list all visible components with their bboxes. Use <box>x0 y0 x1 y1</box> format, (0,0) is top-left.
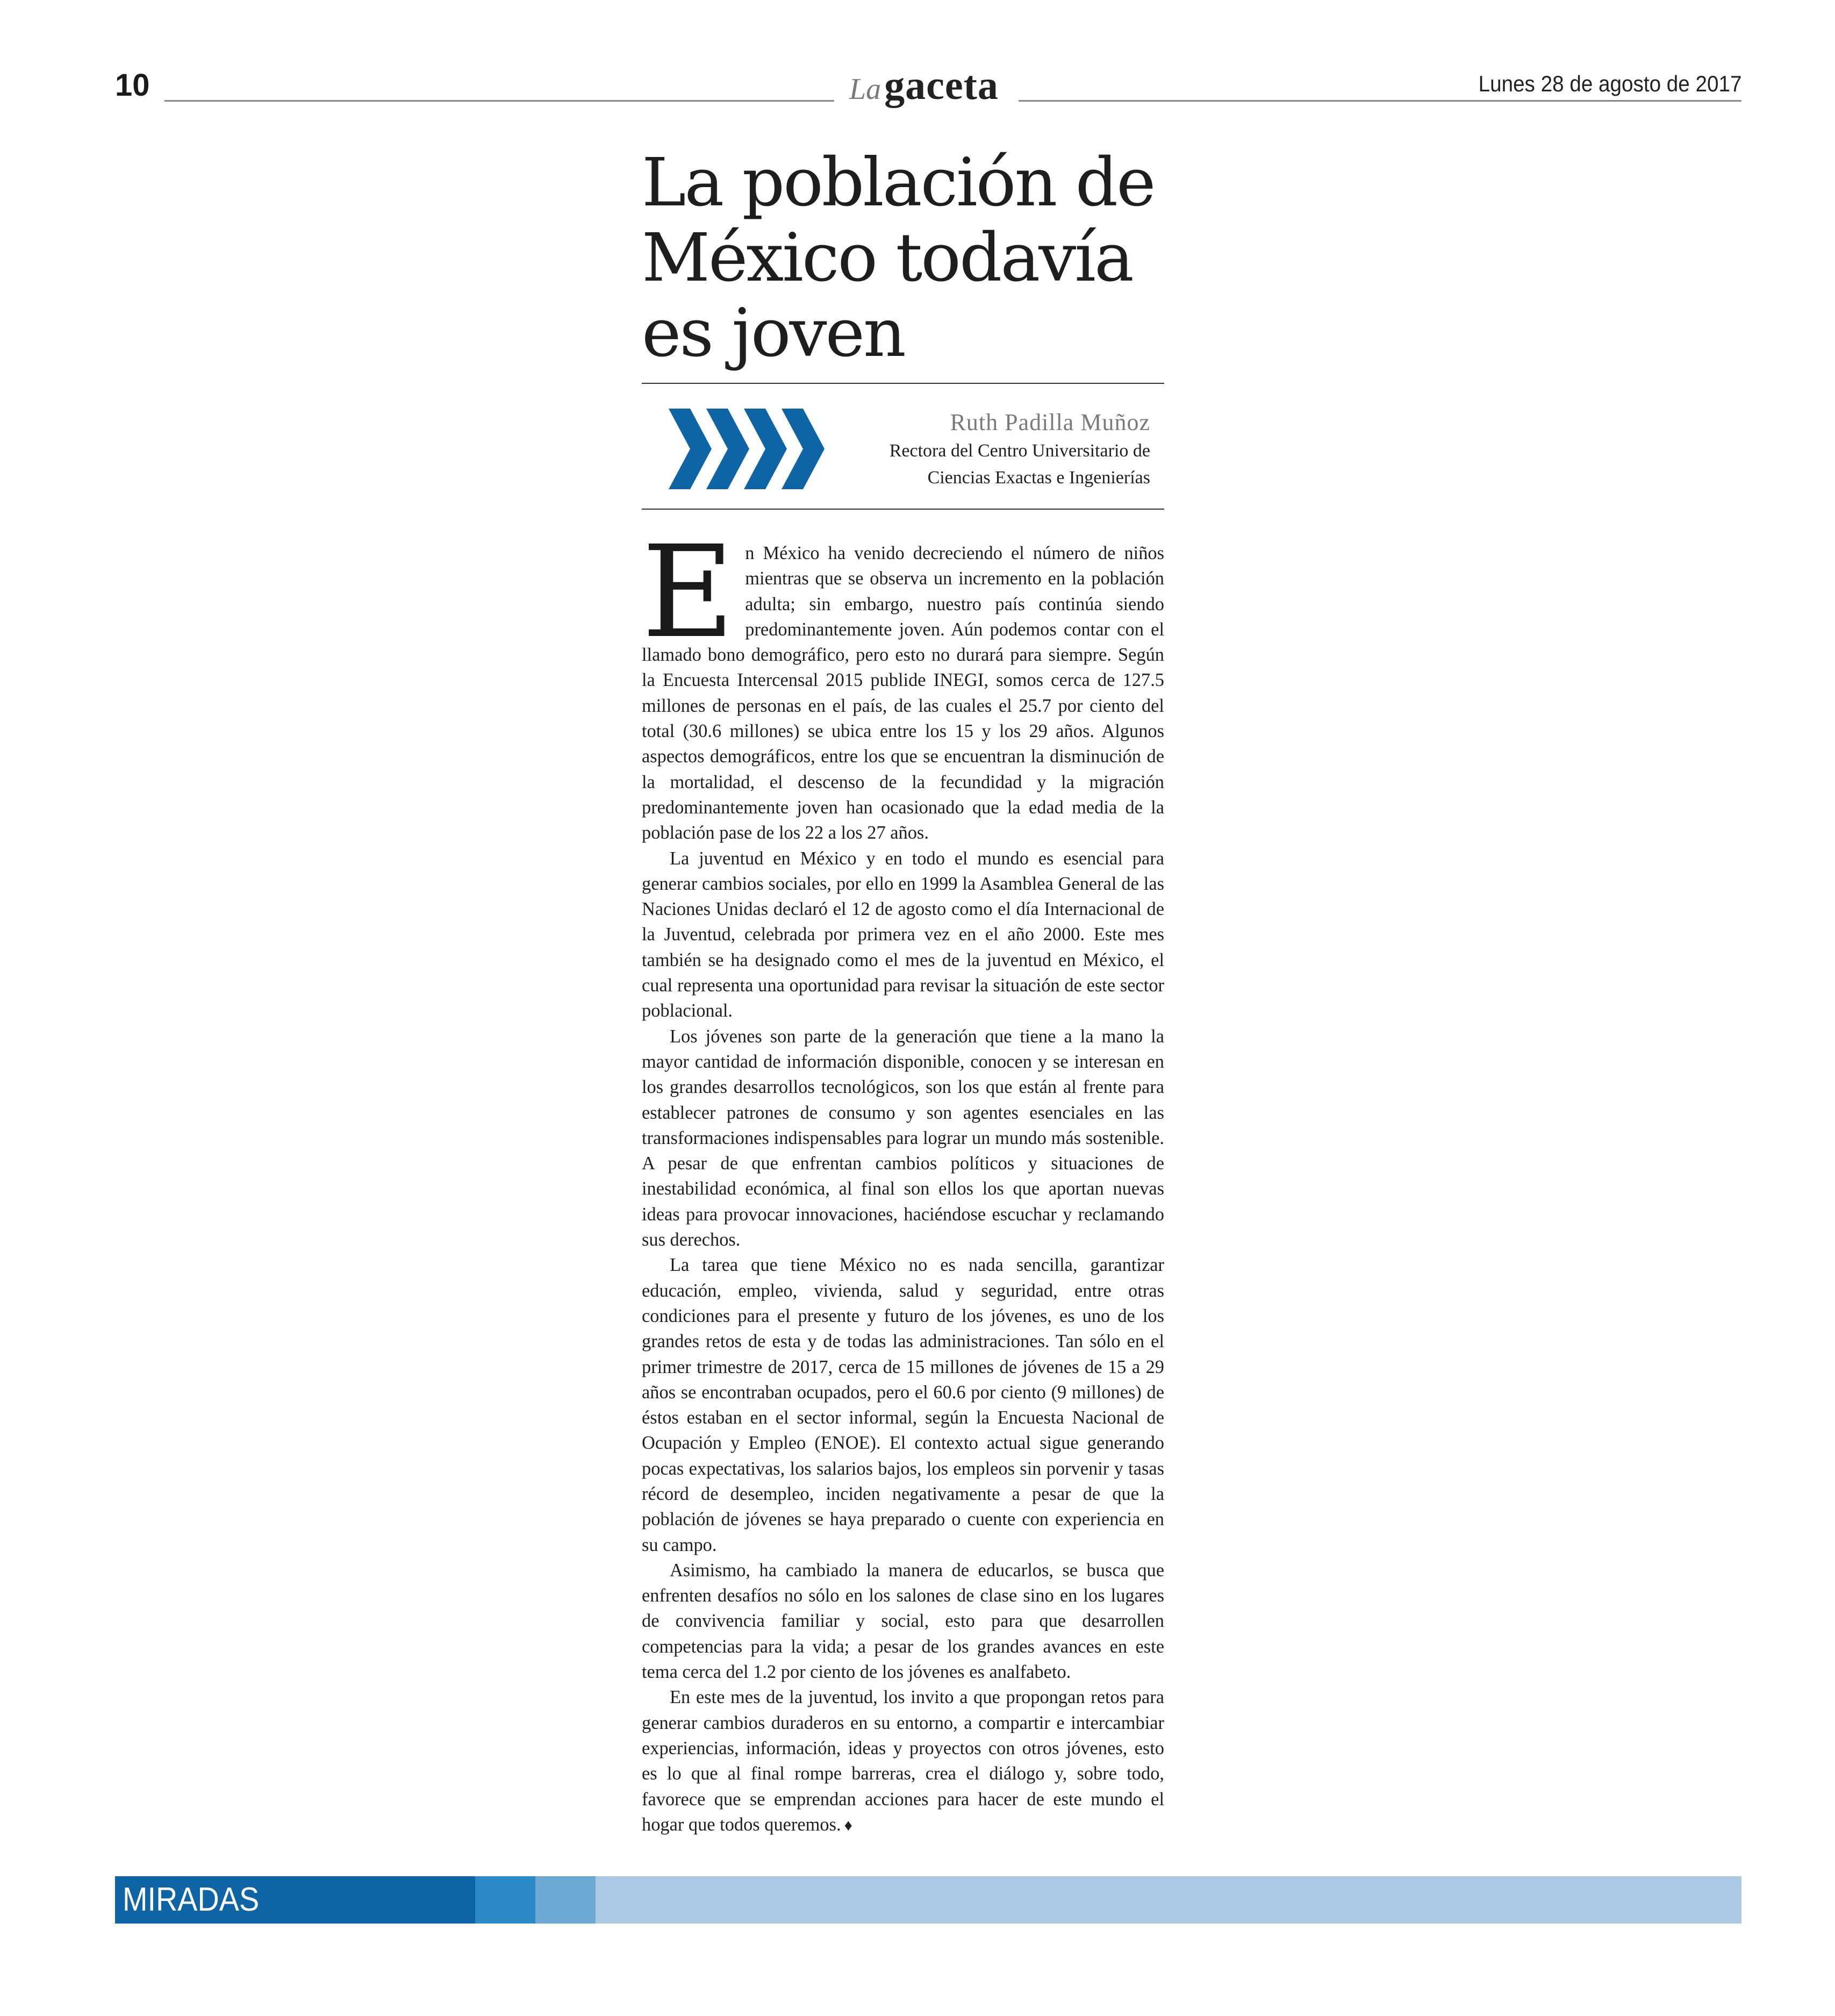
section-band <box>115 1876 1741 1924</box>
chevron-arrows-icon <box>669 409 825 489</box>
paragraph-1-text: n México ha venido decreciendo el número de niños mientras que se observa un incremento en la población adulta; sin embargo, nuestro país continúa siendo predominantemente joven. Aún podemos contar con el llamado bono demográfico, pero esto no durará para siempre. Según la Encuesta Intercensal 2015 publide INEGI, somos cerca de 127.5 millones de personas en el país, de las cuales el 25.7 por ciento del total (30.6 millones) se ubica entre los 15 y los 29 años. Algunos aspectos demográficos, entre los que se encuentran la disminución de la mortalidad, el descenso de la fecundidad y la migración predominantemente joven han ocasionado que la edad media de la población pase de los 22 a los 27 años. <box>642 543 1164 843</box>
end-mark-icon: ♦ <box>844 1816 852 1834</box>
header-rule-left <box>164 100 834 102</box>
headline-line-1: La población de <box>642 144 1155 221</box>
band-segment-dark <box>362 1876 475 1924</box>
author-role-line-1: Rectora del Centro Universitario de <box>889 441 1150 461</box>
article-body <box>642 518 1164 1838</box>
paragraph-6 <box>642 1685 1164 1838</box>
band-segment-mid <box>475 1876 535 1924</box>
page-number: 10 <box>115 68 150 103</box>
masthead-gaceta: gaceta <box>884 63 999 108</box>
header-rule-right <box>1019 100 1741 102</box>
masthead-logo <box>849 62 1010 116</box>
drop-cap: E <box>642 518 735 666</box>
headline-line-3: es joven <box>642 295 905 372</box>
section-label-text: MIRADAS <box>123 1881 260 1918</box>
author-info <box>890 408 1150 491</box>
byline-rule <box>642 509 1164 510</box>
paragraph-6-text: En este mes de la juventud, los invito a que propongan retos para generar cambios duraderos en su entorno, a compartir e intercambiar experiencias, información, ideas y proyectos con otros jóvenes, esto es lo que al final rompe barreras, crea el diálogo y, sobre todo, favorece que se emprendan acciones para hacer de este mundo el hogar que todos queremos. <box>642 1687 1164 1835</box>
byline <box>642 384 1164 509</box>
paragraph-1 <box>642 518 1164 846</box>
headline-line-2: México todavía <box>642 219 1132 297</box>
author-role-line-2: Ciencias Exactas e Ingenierías <box>927 468 1150 488</box>
paragraph-2: La juventud en México y en todo el mundo es esencial para generar cambios sociales, por ello en 1999 la Asamblea General de las Naciones Unidas declaró el 12 de agosto como el día Internacional de la Juventud, celebrada por primera vez en el año 2000. Este mes también se ha designado como el mes de la juventud en México, el cual representa una oportunidad para revisar la situación de este sector poblacional. <box>642 848 1164 1021</box>
headline <box>642 145 1164 371</box>
issue-date: Lunes 28 de agosto de 2017 <box>1478 71 1741 96</box>
article <box>642 145 1164 1838</box>
paragraph-3: Los jóvenes son parte de la generación que tiene a la mano la mayor cantidad de información disponible, conocen y se interesan en los grandes desarrollos tecnológicos, son los que están al frente para establecer patrones de consumo y son agentes esenciales en las transformaciones indispensables para lograr un mundo más sostenible. A pesar de que enfrentan cambios políticos y situaciones de inestabilidad económica, al final son ellos los que aportan nuevas ideas para provocar innovaciones, haciéndose escuchar y reclamando sus derechos. <box>642 1026 1164 1250</box>
masthead-la: La <box>849 73 881 106</box>
paragraph-4: La tarea que tiene México no es nada sencilla, garantizar educación, empleo, vivienda, salud y seguridad, entre otras condiciones para el presente y futuro de los jóvenes, es uno de los grandes retos de esta y de todas las administraciones. Tan sólo en el primer trimestre de 2017, cerca de 15 millones de jóvenes de 15 a 29 años se encontraban ocupados, pero el 60.6 por ciento (9 millones) de éstos estaban en el sector informal, según la Encuesta Nacional de Ocupación y Empleo (ENOE). El contexto actual sigue generando pocas expectativas, los salarios bajos, los empleos sin porvenir y tasas récord de desempleo, inciden negativamente a pesar de que la población de jóvenes se haya preparado o cuente con experiencia en su campo. <box>642 1255 1164 1555</box>
paragraph-5: Asimismo, ha cambiado la manera de educarlos, se busca que enfrenten desafíos no sólo en los salones de clase sino en los lugares de convivencia familiar y social, esto para que desarrollen competencias para la vida; a pesar de los grandes avances en este tema cerca del 1.2 por ciento de los jóvenes es analfabeto. <box>642 1560 1164 1683</box>
author-name: Ruth Padilla Muñoz <box>950 409 1150 435</box>
section-label <box>115 1876 362 1924</box>
band-segment-light <box>535 1876 596 1924</box>
